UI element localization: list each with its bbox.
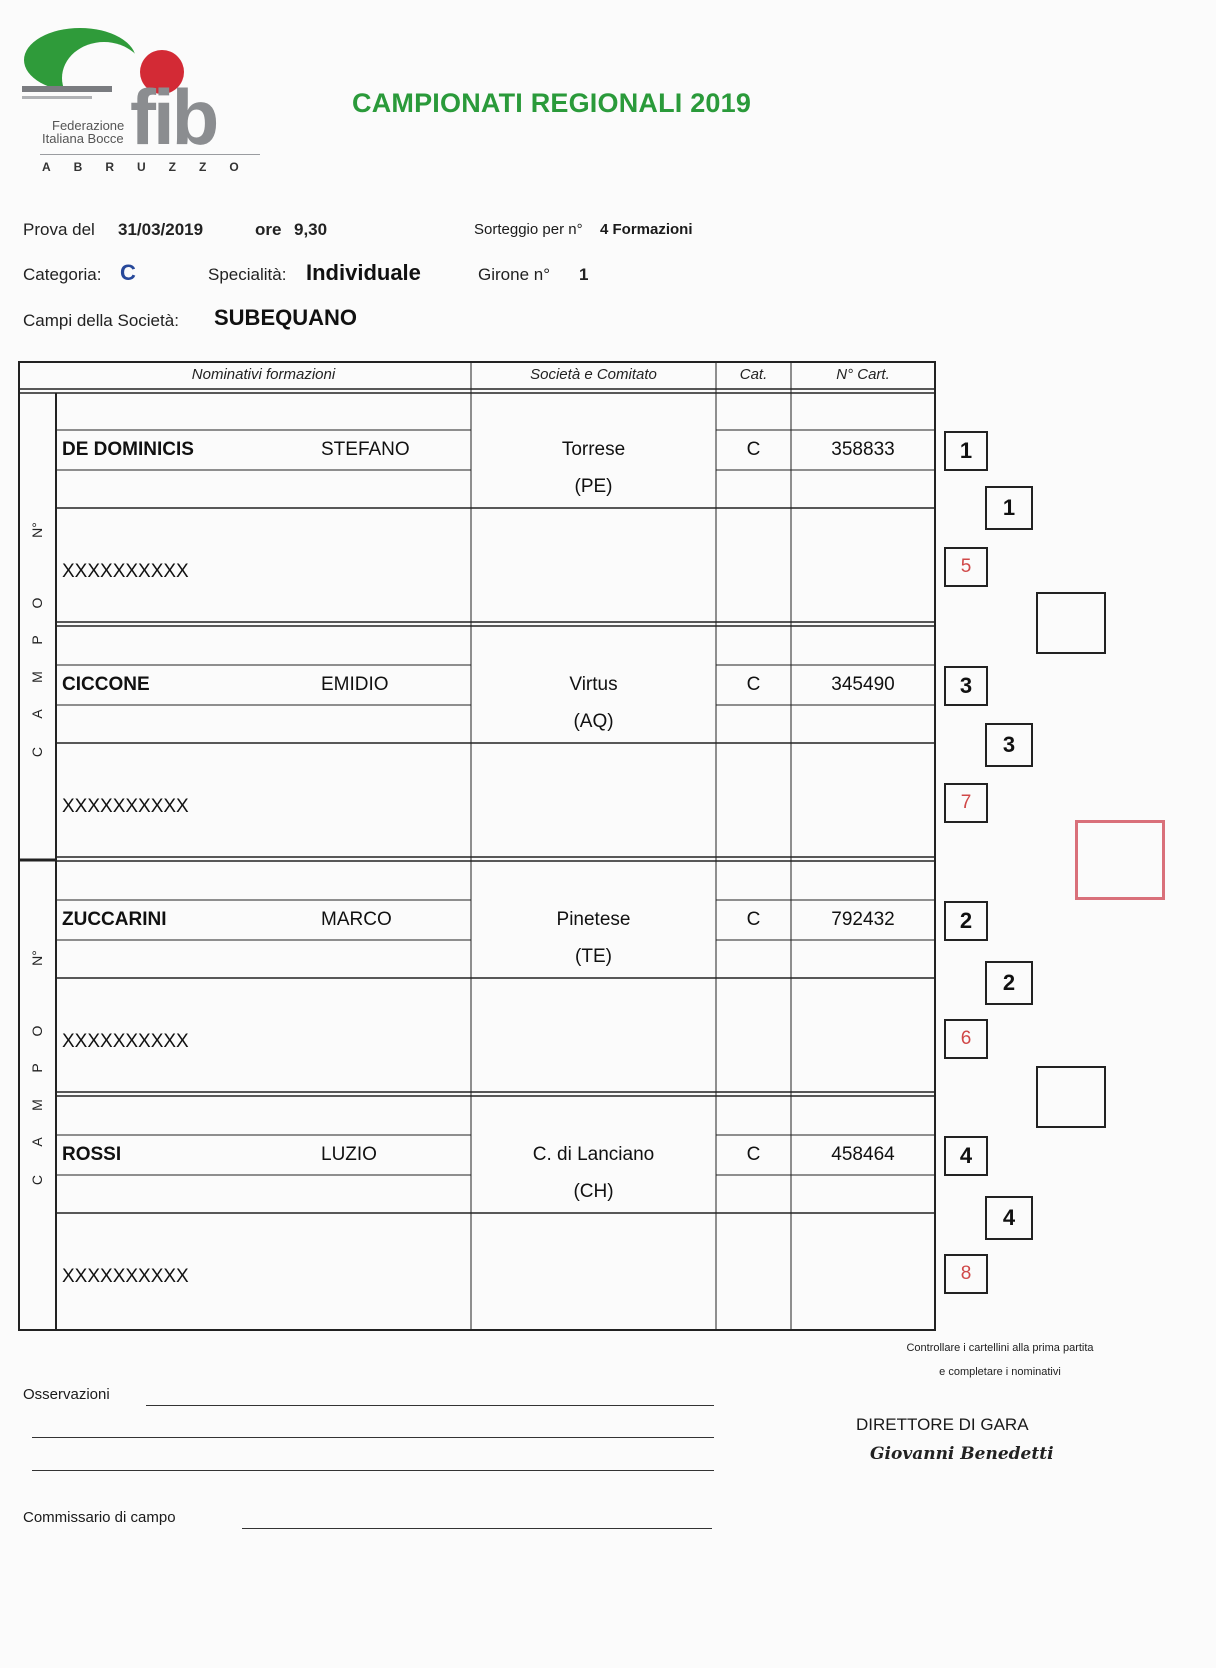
- osservazioni-line-1[interactable]: [146, 1405, 714, 1406]
- player-firstname: EMIDIO: [321, 674, 389, 695]
- red-number-box: 6: [944, 1019, 988, 1059]
- red-number-box: 5: [944, 547, 988, 587]
- campo-letter: C: [29, 1174, 45, 1186]
- draw-number-box: 1: [944, 431, 988, 471]
- ore-value: 9,30: [294, 220, 328, 239]
- player-cat: C: [746, 439, 761, 460]
- player-societa: C. di Lanciano: [532, 1144, 655, 1165]
- campo-letter: O: [29, 597, 45, 609]
- prova-date: 31/03/2019: [118, 220, 204, 239]
- draw-number-box-2: 2: [985, 961, 1033, 1005]
- draw-number-box-2: 4: [985, 1196, 1033, 1240]
- player-cart: 345490: [831, 674, 895, 695]
- direttore-label: DIRETTORE DI GARA: [856, 1415, 1029, 1434]
- player-surname: ROSSI: [62, 1144, 122, 1165]
- categoria-label: Categoria:: [23, 265, 102, 284]
- player-cart: 792432: [831, 909, 895, 930]
- campo-letter: P: [29, 635, 45, 645]
- specialita-label: Specialità:: [208, 265, 287, 284]
- header-nominativi: Nominativi formazioni: [191, 366, 336, 383]
- player-cat: C: [746, 1144, 761, 1165]
- federazione-text: Federazione: [52, 118, 125, 133]
- campo-letter: O: [29, 1025, 45, 1037]
- campo-letter: C: [29, 746, 45, 758]
- fib-brand-text: fib: [130, 73, 217, 161]
- draw-number-box: 2: [944, 901, 988, 941]
- campo-letter: M: [29, 671, 45, 683]
- campo-letter: N°: [29, 950, 45, 966]
- prova-label: Prova del: [23, 220, 95, 239]
- note-line-2: e completare i nominativi: [939, 1366, 1061, 1378]
- player-comitato: (AQ): [573, 711, 614, 732]
- player-societa: Pinetese: [556, 909, 631, 930]
- girone-value: 1: [579, 265, 589, 284]
- osservazioni-line-3[interactable]: [32, 1470, 714, 1471]
- commissario-label: Commissario di campo: [23, 1509, 176, 1526]
- player-placeholder: XXXXXXXXXX: [62, 1031, 189, 1052]
- player-placeholder: XXXXXXXXXX: [62, 796, 189, 817]
- campo-letter: A: [29, 709, 45, 719]
- player-comitato: (TE): [575, 946, 612, 967]
- player-placeholder: XXXXXXXXXX: [62, 561, 189, 582]
- empty-box-red: [1075, 820, 1165, 900]
- player-firstname: MARCO: [321, 909, 392, 930]
- commissario-line[interactable]: [242, 1528, 712, 1529]
- player-comitato: (CH): [573, 1181, 614, 1202]
- draw-number-box-2: 1: [985, 486, 1033, 530]
- player-surname: DE DOMINICIS: [62, 439, 194, 460]
- direttore-name: Giovanni Benedetti: [870, 1444, 1054, 1464]
- campo-letter: A: [29, 1137, 45, 1147]
- player-firstname: STEFANO: [321, 439, 410, 460]
- osservazioni-label: Osservazioni: [23, 1386, 110, 1403]
- header-cart: N° Cart.: [836, 366, 890, 383]
- osservazioni-line-2[interactable]: [32, 1437, 714, 1438]
- empty-box-1: [1036, 592, 1106, 654]
- player-comitato: (PE): [574, 476, 613, 497]
- specialita-value: Individuale: [306, 260, 421, 285]
- ore-label: ore: [255, 220, 282, 239]
- italiana-bocce-text: Italiana Bocce: [42, 131, 124, 146]
- categoria-value: C: [120, 260, 136, 285]
- red-number-box: 8: [944, 1254, 988, 1294]
- player-cart: 458464: [831, 1144, 895, 1165]
- sorteggio-label: Sorteggio per n°: [474, 221, 583, 238]
- header-cat: Cat.: [739, 366, 768, 383]
- player-cat: C: [746, 909, 761, 930]
- header-societa: Società e Comitato: [530, 366, 657, 383]
- player-surname: CICCONE: [62, 674, 150, 695]
- girone-label: Girone n°: [478, 265, 551, 284]
- player-societa: Torrese: [561, 439, 626, 460]
- player-placeholder: XXXXXXXXXX: [62, 1266, 189, 1287]
- campo-letter: P: [29, 1063, 45, 1073]
- draw-number-box-2: 3: [985, 723, 1033, 767]
- draw-number-box: 4: [944, 1136, 988, 1176]
- campi-value: SUBEQUANO: [214, 305, 358, 330]
- note-line-1: Controllare i cartellini alla prima partita: [906, 1342, 1094, 1354]
- campo-letter: N°: [29, 522, 45, 538]
- sorteggio-value: 4 Formazioni: [600, 221, 693, 238]
- draw-number-box: 3: [944, 666, 988, 706]
- empty-box-2: [1036, 1066, 1106, 1128]
- region-text: ABRUZZO: [42, 160, 262, 174]
- campo-letter: M: [29, 1099, 45, 1111]
- player-surname: ZUCCARINI: [62, 909, 167, 930]
- red-number-box: 7: [944, 783, 988, 823]
- page-title: CAMPIONATI REGIONALI 2019: [352, 88, 752, 118]
- player-cart: 358833: [831, 439, 895, 460]
- player-societa: Virtus: [569, 674, 618, 695]
- player-cat: C: [746, 674, 761, 695]
- player-firstname: LUZIO: [321, 1144, 377, 1165]
- campi-label: Campi della Società:: [23, 311, 179, 330]
